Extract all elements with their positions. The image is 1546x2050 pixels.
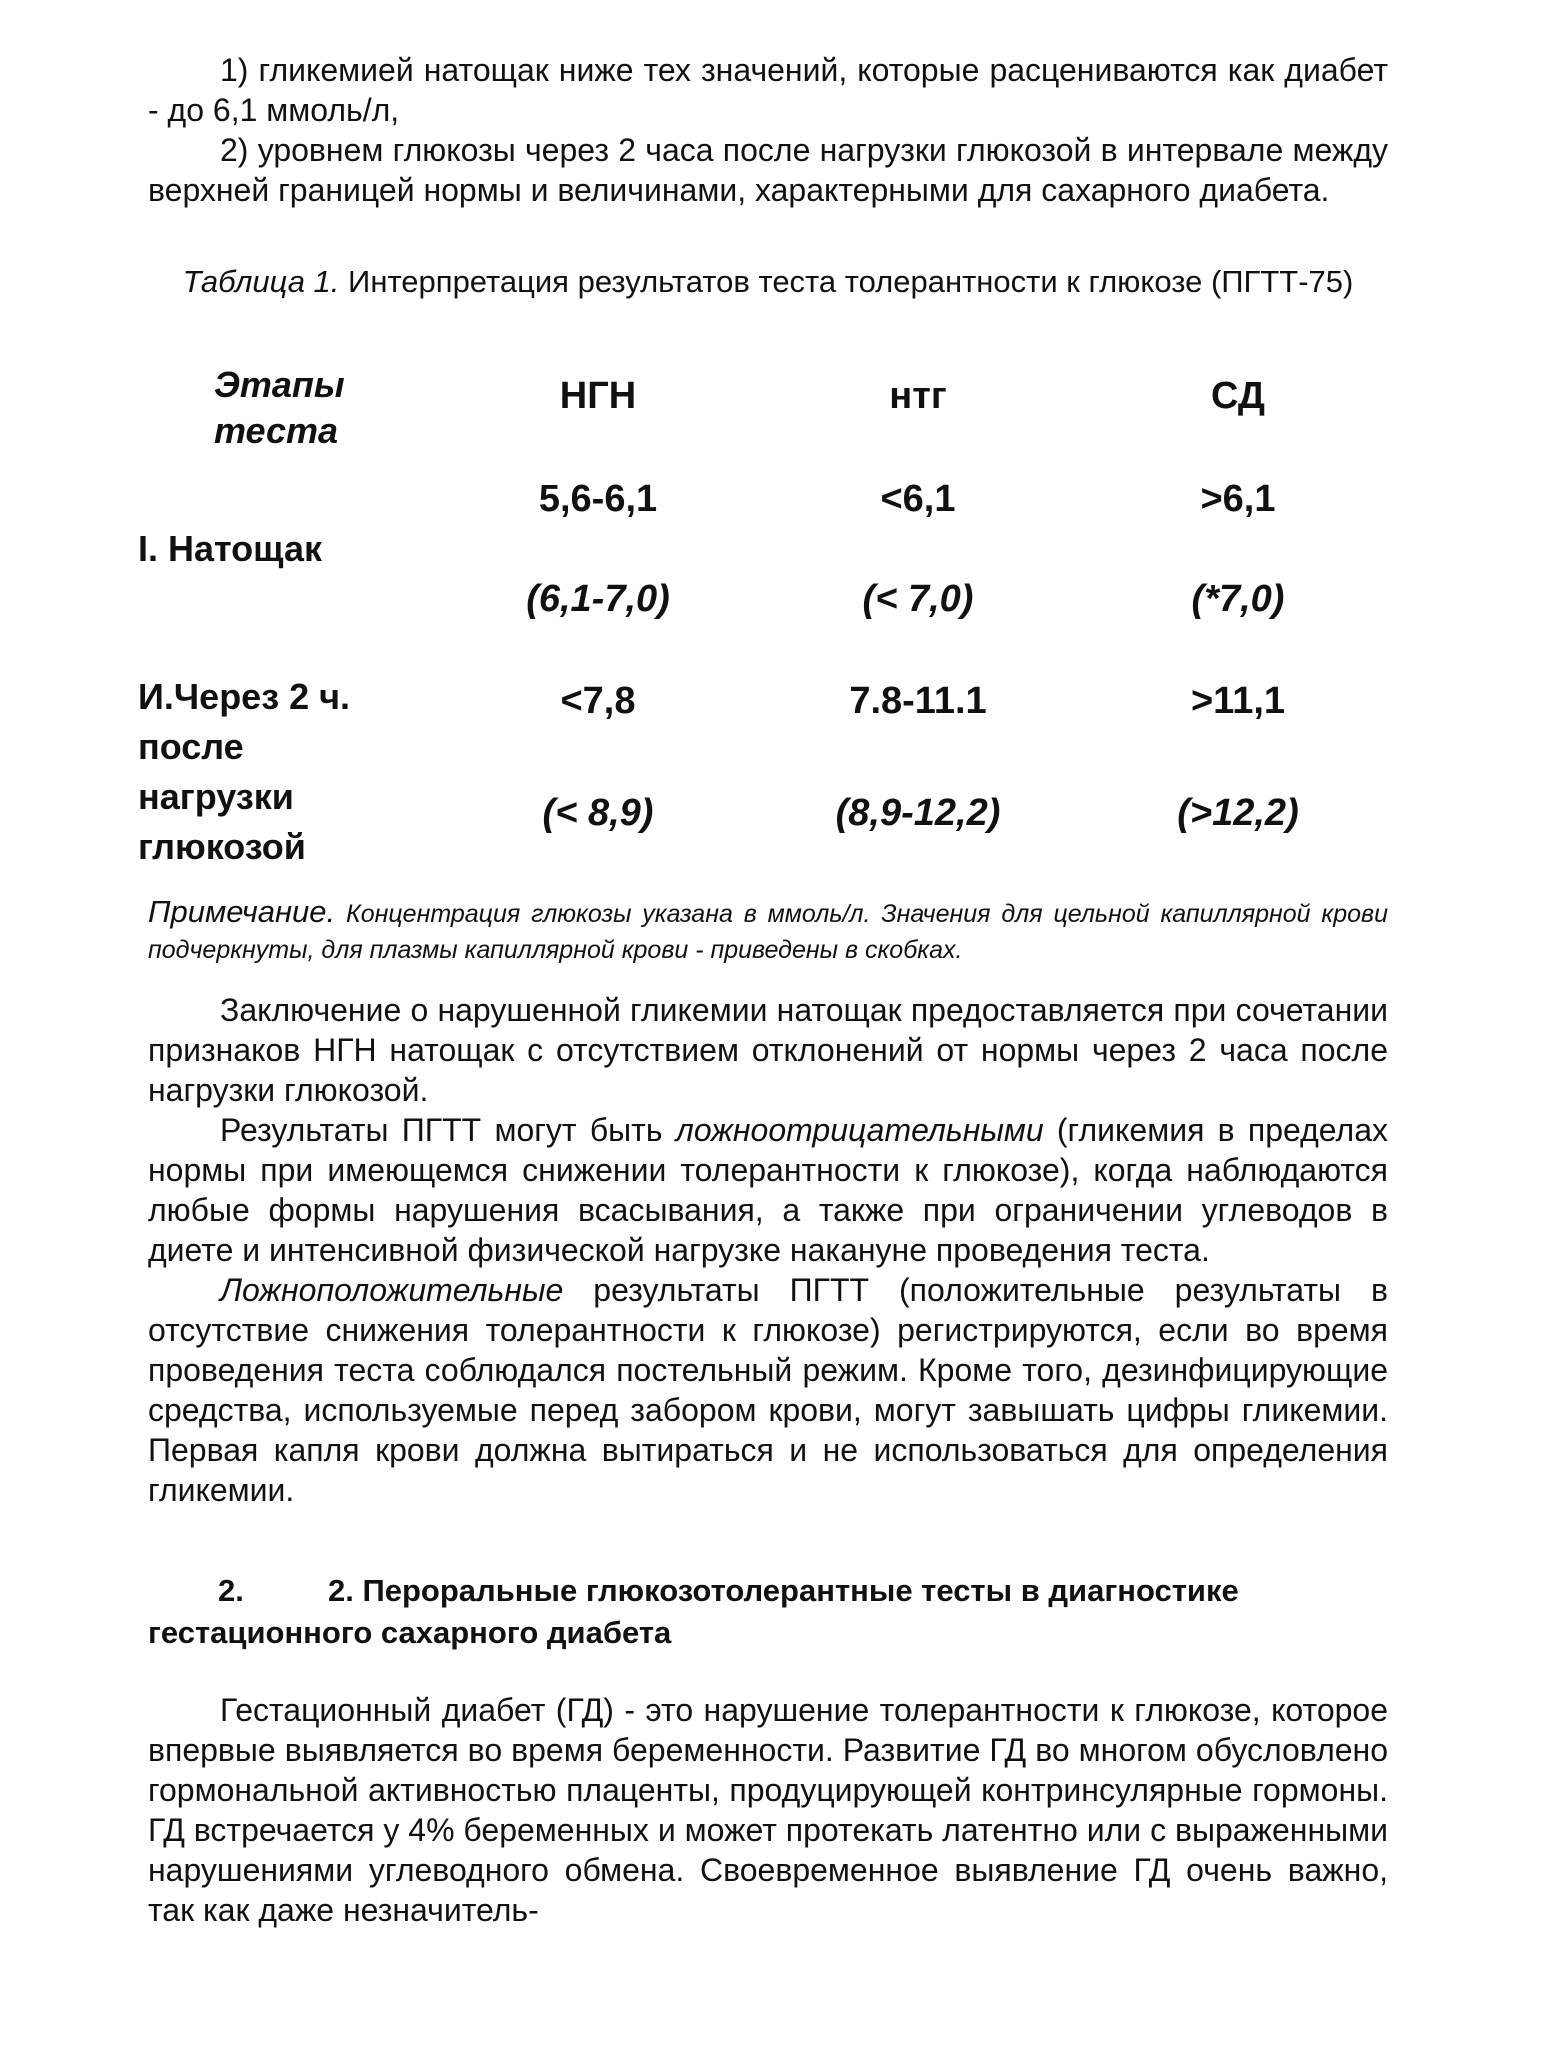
2h-plasma-ntg: (8,9-12,2)	[835, 792, 1001, 834]
fasting-plasma-ntg: (< 7,0)	[862, 578, 974, 620]
header-stage	[214, 362, 345, 454]
row-label-2h-line2: после	[138, 726, 244, 767]
gestational-block	[148, 1690, 1388, 1930]
2h-plasma-ngn: (< 8,9)	[542, 792, 654, 834]
false-negative-rest: (гликемия в пределах нормы при имеющемся снижении толерантности к глюкозе), когда наблюдаются любые формы нарушения всасывания, а также при ограничении углеводов в диете и интенсивной физической нагрузке накануне проведения теста.	[148, 1112, 1389, 1268]
2h-plasma-sd: (>12,2)	[1177, 792, 1299, 834]
false-negative-term: ложноотрицательными	[675, 1112, 1044, 1148]
table-caption-label: Таблица 1.	[182, 264, 340, 299]
table-note	[148, 894, 1388, 968]
row-label-2h-line4: глюкозой	[138, 826, 306, 867]
2h-blood-ngn: <7,8	[560, 680, 636, 722]
2h-blood-ntg: 7.8-11.1	[849, 680, 987, 722]
intro-item-2: 2) уровнем глюкозы через 2 часа после нагрузки глюкозой в интервале между верхней границей нормы и величинами, характерными для сахарного диабета.	[148, 132, 1388, 208]
2h-blood-sd: >11,1	[1190, 680, 1286, 722]
table-caption	[148, 262, 1388, 302]
row-label-2h-line1: И.Через 2 ч.	[138, 676, 351, 717]
paragraph-false-positive	[148, 1270, 1388, 1510]
fasting-blood-ngn: 5,6-6,1	[538, 478, 658, 520]
fasting-plasma-sd: (*7,0)	[1191, 578, 1285, 620]
paragraph-gestational: Гестационный диабет (ГД) - это нарушение толерантности к глюкозе, которое впервые выявляется во время беременности. Развитие ГД во многом обусловлено гормональной активностью плаценты, продуцирующей контринсулярные гормоны. ГД встречается у 4% беременных и может протекать латентно или с выраженными нарушениями углеводного обмена. Своевременное выявление ГД очень важно, так как даже незначитель-	[148, 1692, 1388, 1928]
paragraph-false-negative	[148, 1110, 1388, 1270]
header-stage-line2: теста	[214, 410, 339, 451]
fasting-blood-sd: >6,1	[1200, 478, 1276, 520]
section-number: 2.	[218, 1573, 244, 1608]
row-label-2h	[138, 672, 350, 872]
note-heading: Примечание.	[148, 894, 336, 929]
fasting-plasma-ngn: (6,1-7,0)	[526, 578, 670, 620]
header-ngn: НГН	[559, 375, 637, 417]
paragraph-conclusion: Заключение о нарушенной гликемии натощак предоставляется при сочетании признаков НГН натощак с отсутствием отклонений от нормы через 2 часа после нагрузки глюкозой.	[148, 992, 1388, 1108]
false-negative-lead: Результаты ПГТТ могут быть	[220, 1112, 676, 1148]
header-stage-line1: Этапы	[214, 364, 345, 405]
header-ntg: нтг	[889, 375, 947, 417]
note-text: Концентрация глюкозы указана в ммоль/л. Значения для цельной капиллярной крови подчеркнуты, для плазмы капиллярной крови - приведены в скобках.	[148, 900, 1388, 964]
row-label-2h-line3: нагрузки	[138, 776, 294, 817]
row-label-fasting: I. Натощак	[138, 528, 323, 569]
intro-block	[148, 50, 1388, 210]
false-positive-term: Ложноположительные	[220, 1272, 564, 1308]
fasting-blood-ntg: <6,1	[880, 478, 956, 520]
false-positive-rest: результаты ПГТТ (положительные результаты в отсутствие снижения толерантности к глюкозе) регистрируются, если во время проведения теста соблюдался постельный режим. Кроме того, дезинфицирующие средства, используемые перед забором крови, могут завышать цифры гликемии. Первая капля крови должна вытираться и не использоваться для определения гликемии.	[148, 1272, 1388, 1508]
section-heading	[148, 1570, 1438, 1654]
main-text-block	[148, 990, 1388, 1510]
section-title-text: 2. Пероральные глюкозотолерантные тесты в диагностике гестационного сахарного диабета	[148, 1573, 1239, 1650]
intro-item-1: 1) гликемией натощак ниже тех значений, которые расцениваются как диабет - до 6,1 ммоль/л,	[148, 52, 1388, 128]
table-caption-text: Интерпретация результатов теста толерантности к глюкозе (ПГТТ-75)	[348, 264, 1354, 299]
header-sd: СД	[1210, 375, 1265, 417]
